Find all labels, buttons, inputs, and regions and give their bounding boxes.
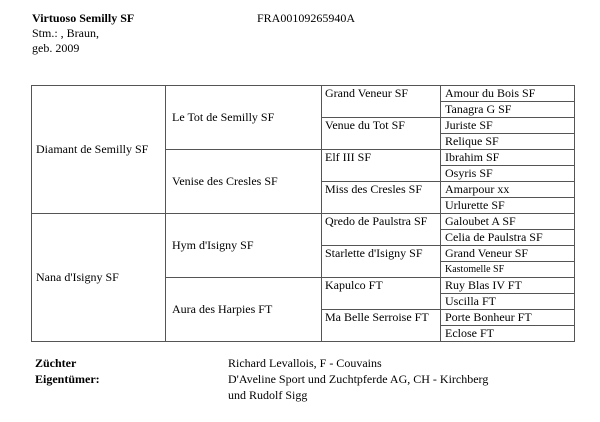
stm-line: Stm.: , Braun,	[32, 26, 100, 40]
breeder-value: Richard Levallois, F - Couvains	[228, 356, 382, 370]
owner-value: D'Aveline Sport und Zuchtpferde AG, CH - Kirchberg	[228, 372, 489, 386]
pedigree-g4-10: Celia de Paulstra SF	[441, 230, 575, 246]
pedigree-g4-8: Urlurette SF	[441, 198, 575, 214]
pedigree-sdd: Miss des Cresles SF	[322, 182, 441, 214]
pedigree-sire-dam: Venise des Cresles SF	[166, 150, 322, 214]
pedigree-g4-3: Juriste SF	[441, 118, 575, 134]
pedigree-g4-16: Eclose FT	[441, 326, 575, 342]
pedigree-g4-7: Amarpour xx	[441, 182, 575, 198]
pedigree-g4-15: Porte Bonheur FT	[441, 310, 575, 326]
pedigree-sss: Grand Veneur SF	[322, 86, 441, 118]
pedigree-sire-sire: Le Tot de Semilly SF	[166, 86, 322, 150]
pedigree-dsd: Starlette d'Isigny SF	[322, 246, 441, 278]
pedigree-g4-14: Uscilla FT	[441, 294, 575, 310]
pedigree-dss: Qredo de Paulstra SF	[322, 214, 441, 246]
owner-label: Eigentümer:	[35, 372, 100, 386]
pedigree-g4-9: Galoubet A SF	[441, 214, 575, 230]
pedigree-g4-12: Kastomelle SF	[441, 262, 575, 278]
ueln-number: FRA00109265940A	[257, 11, 356, 25]
pedigree-dam: Nana d'Isigny SF	[32, 214, 166, 342]
pedigree-ssd: Venue du Tot SF	[322, 118, 441, 150]
pedigree-g4-5: Ibrahim SF	[441, 150, 575, 166]
pedigree-g4-11: Grand Veneur SF	[441, 246, 575, 262]
pedigree-dam-sire: Hym d'Isigny SF	[166, 214, 322, 278]
owner-value-2: und Rudolf Sigg	[228, 388, 308, 402]
pedigree-ddd: Ma Belle Serroise FT	[322, 310, 441, 342]
pedigree-g4-2: Tanagra G SF	[441, 102, 575, 118]
pedigree-dam-dam: Aura des Harpies FT	[166, 278, 322, 342]
birth-line: geb. 2009	[32, 41, 80, 55]
pedigree-g4-4: Relique SF	[441, 134, 575, 150]
pedigree-sds: Elf III SF	[322, 150, 441, 182]
horse-name: Virtuoso Semilly SF	[32, 11, 135, 25]
pedigree-g4-13: Ruy Blas IV FT	[441, 278, 575, 294]
breeder-label: Züchter	[35, 356, 77, 370]
pedigree-g4-1: Amour du Bois SF	[441, 86, 575, 102]
pedigree-dds: Kapulco FT	[322, 278, 441, 310]
pedigree-g4-6: Osyris SF	[441, 166, 575, 182]
pedigree-table	[31, 85, 575, 342]
pedigree-sire: Diamant de Semilly SF	[32, 86, 166, 214]
